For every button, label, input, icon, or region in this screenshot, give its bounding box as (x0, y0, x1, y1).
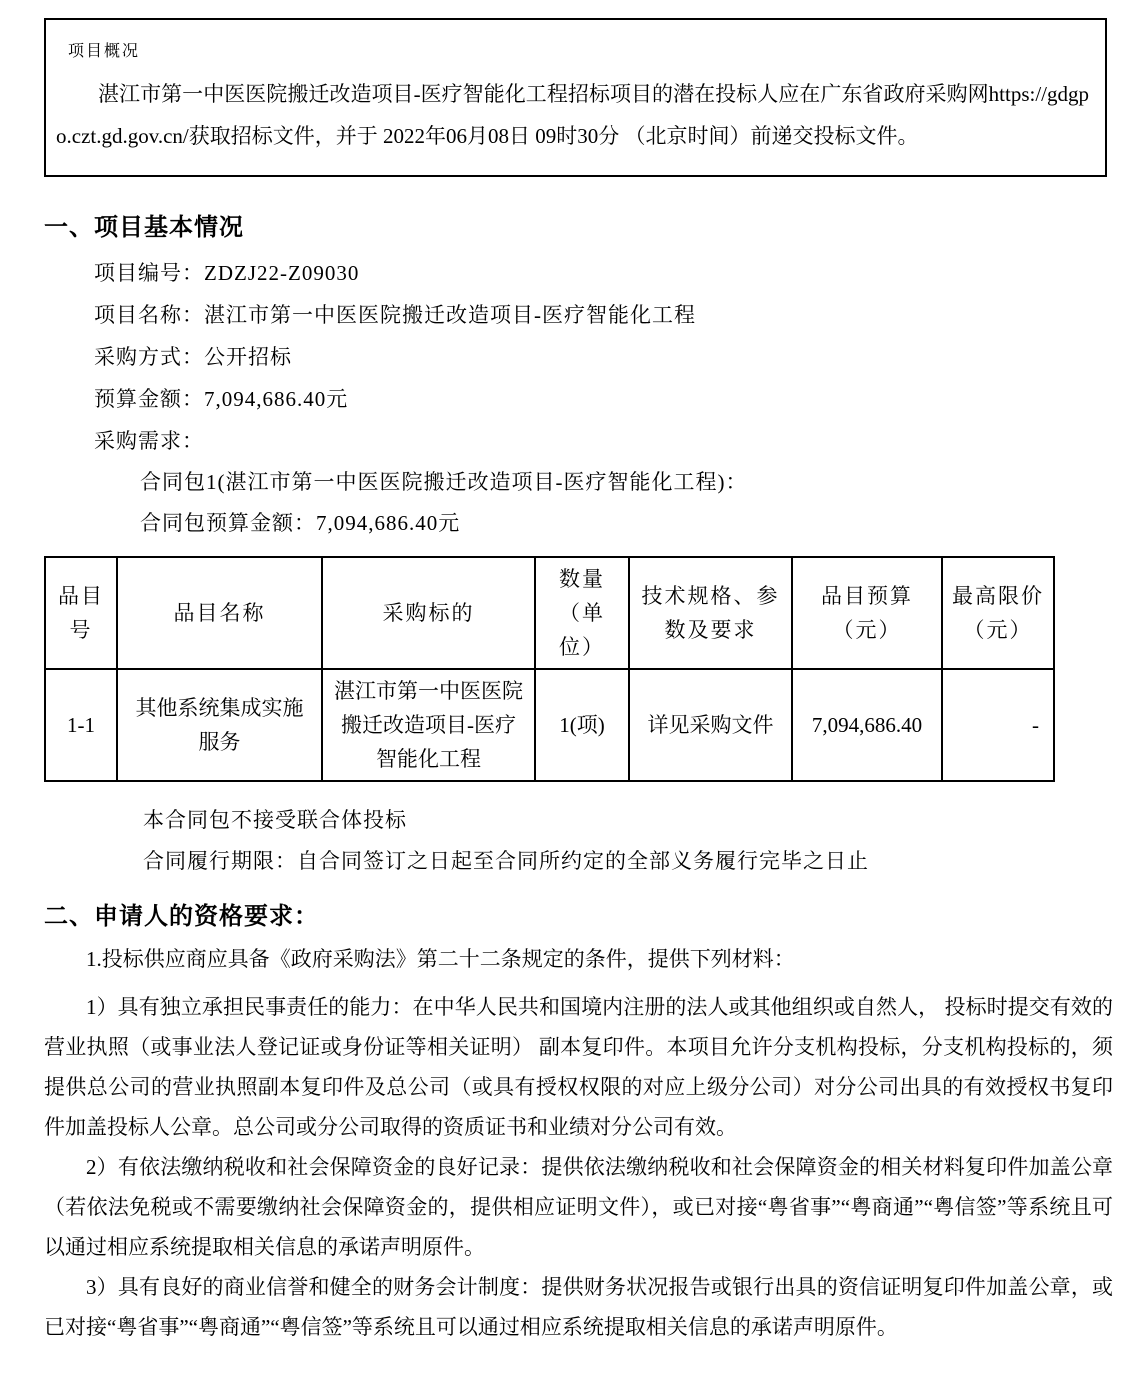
field-procurement-method (94, 336, 1113, 378)
overview-title: 项目概况 (68, 43, 141, 60)
field-project-name-label: 项目名称： (94, 303, 204, 327)
overview-body-text: 湛江市第一中医医院搬迁改造项目-医疗智能化工程招标项目的潜在投标人应在广东省政府采购网https://gdgpo.czt.gd.gov.cn/获取招标文件，并于 2022年06月08日 09时30分 （北京时间）前递交投标文件。 (56, 82, 1089, 148)
field-project-number-value: ZDZJ22-Z09030 (204, 261, 360, 285)
qualification-item-3: 3）具有良好的商业信誉和健全的财务会计制度：提供财务状况报告或银行出具的资信证明复印件加盖公章，或已对接“粤省事”“粤商通”“粤信签”等系统且可以通过相应系统提取相关信息的承诺声明原件。 (44, 1275, 1113, 1339)
basic-info-fields (94, 252, 1113, 462)
items-table-header-row (45, 557, 1054, 669)
project-overview-box (44, 18, 1107, 177)
cell-budget: 7,094,686.40 (792, 669, 942, 781)
section-basic-heading: 一、项目基本情况 (44, 215, 244, 241)
field-project-name (94, 294, 1113, 336)
contract-package-line: 合同包1(湛江市第一中医医院搬迁改造项目-医疗智能化工程)： (140, 470, 748, 494)
cell-spec: 详见采购文件 (629, 669, 792, 781)
items-table (44, 556, 1055, 782)
col-header-budget: 品目预算（元） (792, 557, 942, 669)
section-qualification-heading: 二、申请人的资格要求： (44, 904, 319, 930)
cell-quantity: 1(项) (535, 669, 629, 781)
col-header-item-name: 品目名称 (117, 557, 322, 669)
field-procurement-method-value: 公开招标 (204, 345, 292, 369)
qualification-intro-paragraph: 1.投标供应商应具备《政府采购法》第二十二条规定的条件，提供下列材料： (86, 947, 795, 971)
col-header-item-no: 品目号 (45, 557, 117, 669)
field-project-number (94, 252, 1113, 294)
field-budget-amount (94, 378, 1113, 420)
note-no-consortium: 本合同包不接受联合体投标 (143, 808, 407, 832)
field-budget-amount-label: 预算金额： (94, 387, 204, 411)
contract-budget-line: 合同包预算金额：7,094,686.40元 (140, 511, 461, 535)
col-header-subject: 采购标的 (322, 557, 535, 669)
qualification-item-2: 2）有依法缴纳税收和社会保障资金的良好记录：提供依法缴纳税收和社会保障资金的相关材料复印件加盖公章（若依法免税或不需要缴纳社会保障资金的，提供相应证明文件），或已对接“粤省事”“粤商通”“粤信签”等系统且可以通过相应系统提取相关信息的承诺声明原件。 (44, 1155, 1113, 1259)
items-table-row (45, 669, 1054, 781)
cell-subject: 湛江市第一中医医院搬迁改造项目-医疗智能化工程 (322, 669, 535, 781)
field-project-name-value: 湛江市第一中医医院搬迁改造项目-医疗智能化工程 (204, 303, 696, 327)
cell-item-name: 其他系统集成实施服务 (117, 669, 322, 781)
col-header-price-cap: 最高限价（元） (942, 557, 1054, 669)
qualification-item-1: 1）具有独立承担民事责任的能力：在中华人民共和国境内注册的法人或其他组织或自然人， 投标时提交有效的营业执照（或事业法人登记证或身份证等相关证明） 副本复印件。本项目允许分支机构投标，分支机构投标的，须提供总公司的营业执照副本复印件及总公司（或具有授权权限的对应上级分公司）对分公司出具的有效授权书复印件加盖投标人公章。总公司或分公司取得的资质证书和业绩对分公司有效。 (44, 995, 1113, 1139)
field-procurement-demand (94, 420, 1113, 462)
field-procurement-method-label: 采购方式： (94, 345, 204, 369)
col-header-quantity: 数量（单位） (535, 557, 629, 669)
cell-price-cap: - (942, 669, 1054, 781)
cell-item-no: 1-1 (45, 669, 117, 781)
field-budget-amount-value: 7,094,686.40元 (204, 387, 349, 411)
field-project-number-label: 项目编号： (94, 261, 204, 285)
col-header-spec: 技术规格、参数及要求 (629, 557, 792, 669)
note-contract-term: 合同履行期限：自合同签订之日起至合同所约定的全部义务履行完毕之日止 (143, 849, 869, 873)
contract-notes (143, 800, 1113, 882)
field-procurement-demand-label: 采购需求： (94, 429, 204, 453)
qualification-paragraphs (44, 939, 1113, 1347)
